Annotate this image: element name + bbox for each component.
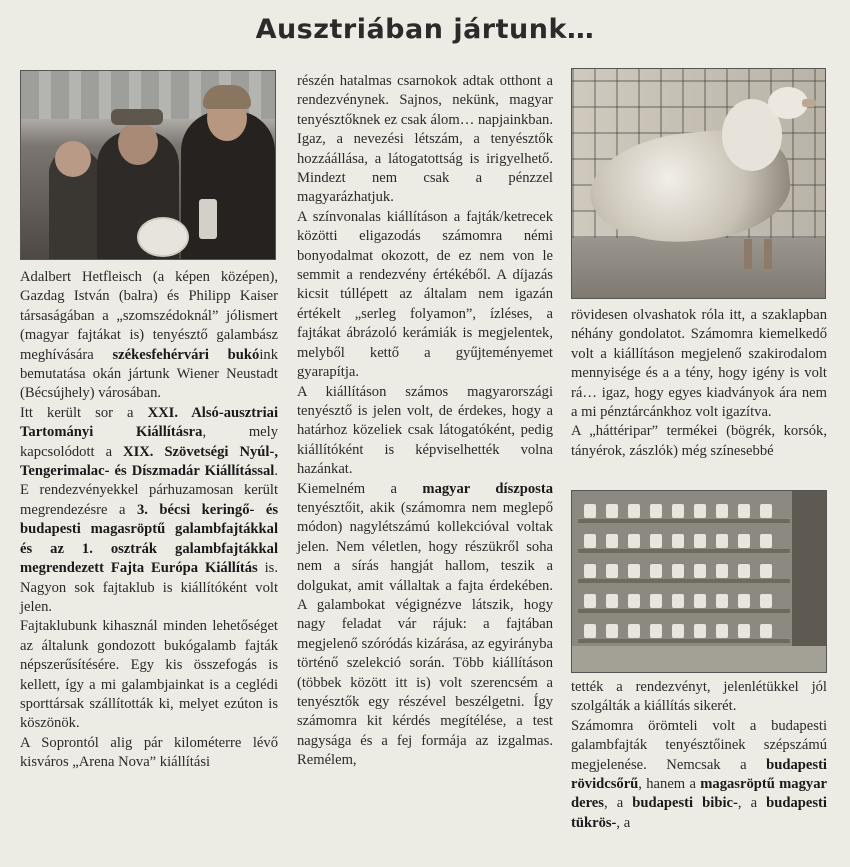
col3-para-3: tették a rendezvényt, jelenlétükkel jól szolgálták a kiállítás sikerét. [571,679,827,715]
col1-para-3: Fajtaklubunk kihasznál minden lehetőséget az általunk gondozott bukógalamb fajták népszerűsítésére. Egy kis összefogás is kellett, így a mi galambjainkat is a ceglédi sporttársak szállították ki, melyet ezúton is köszönök. [20,618,278,732]
photo-mugs-shelves [571,490,827,673]
col1-para-1: Adalbert Hetfleisch (a képen középen), Gazdag István (balra) és Philipp Kaiser társaságában a „szomszédoknál” jólismert (magyar fajtákat is) tenyésztő galambász meghívására székesfehérvári bukóink bemutatása okán jártunk Wiener Neustadt (Bécsújhely) városában. [20,269,278,402]
col3-para-4: Számomra örömteli volt a budapesti galambfajták tenyésztőinek szépszámú megjelenése. Nemcsak a budapesti rövidcsőrű, hanem a magasröptű magyar deres, a budapesti bibic-, a budapesti tükrös-, a [571,717,827,831]
col2-para-3: A kiállításon számos magyarországi tenyésztő is jelen volt, de érdekes, hogy a határhoz közeliek csak látogatóként, pedig kiállítóként is képviselhették volna hazánkat. [297,383,553,478]
column-3-top [571,306,827,461]
column-1 [20,268,278,773]
article-title: Ausztriában jártunk… [255,14,595,45]
col3-para-2: A „háttéripar” termékei (bögrék, korsók, tányérok, zászlók) még színesebbé [571,423,827,459]
col3-para-1: rövidesen olvashatok róla itt, a szaklapban néhány gondolatot. Számomra kiemelkedő volt a kiállításon megjelenő szakirodalom mennyisége és a a tény, hogy igény is volt rá… igaz, hogy egyes kiadványok ára nem a mi pénztárcánkhoz volt igazítva. [571,307,827,421]
photo-three-men-with-trophy [20,70,276,260]
column-3-bottom [571,678,827,833]
col2-para-2: A színvonalas kiállításon a fajták/ketrecek közötti eligazodás számomra némi bonyodalmat okozott, de ez nem von le semmit a rendezvény értékéből. A díjazás kicsit túllépett az általam nem igazán értékelt „serleg folyamon”, ízléses, a fajtákat ábrázoló kerámiák is megjelentek, melyből kettő a gyűjteményemet gyarapítja. [297,208,553,381]
col2-para-1: részén hatalmas csarnokok adtak otthont a rendezvénynek. Sajnos, nekünk, magyar tenyésztőknek ez csak álom… napjainkban. Igaz, a nevezési létszám, a tenyésztők hozzáállása, a látogatottság is irigyelhető. Mindezt nem csak a pénzzel magyarázhatjuk. [297,73,553,206]
col1-para-4: A Soprontól alig pár kilométerre lévő kisváros „Arena Nova” kiállítási [20,734,278,771]
photo-pigeon [571,68,826,299]
col2-para-4: Kiemelném a magyar díszposta tenyésztőit, akik (számomra nem meglepő módon) nagylétszámú kollekcióval voltak jelen. Nem véletlen, hogy részükről soha nem a sírás hangját hallom, teszik a dolgukat, amit vállaltak a fajta érdekében. A galambokat végignézve látszik, hogy nagy feladat vár rájuk: a fajtában megjelenő szóródás kizárása, az egyirányba történő szelekció során. Több kiállításon (többek között itt is) volt szerencsém a tenyésztők egy részével beszélgetni. Így számomra kit kérdés megítélése, a test nagysága és a fej formája az izgalmas. Remélem, [297,480,553,769]
col1-para-2: Itt került sor a XXI. Alsó-ausztriai Tartományi Kiállításra, mely kapcsolódott a XIX. Szövetségi Nyúl-, Tengerimalac- és Díszmadár Kiállítással. E rendezvényekkel párhuzamosan került megrendezésre a 3. bécsi keringő- és budapesti magasröptű galambfajtákkal és az 1. osztrák galambfajtákkal megrendezett Fajta Európa Kiállítás is. Nagyon sok fajtaklub is kiállítóként volt jelen. [20,404,279,615]
column-2 [297,72,553,771]
